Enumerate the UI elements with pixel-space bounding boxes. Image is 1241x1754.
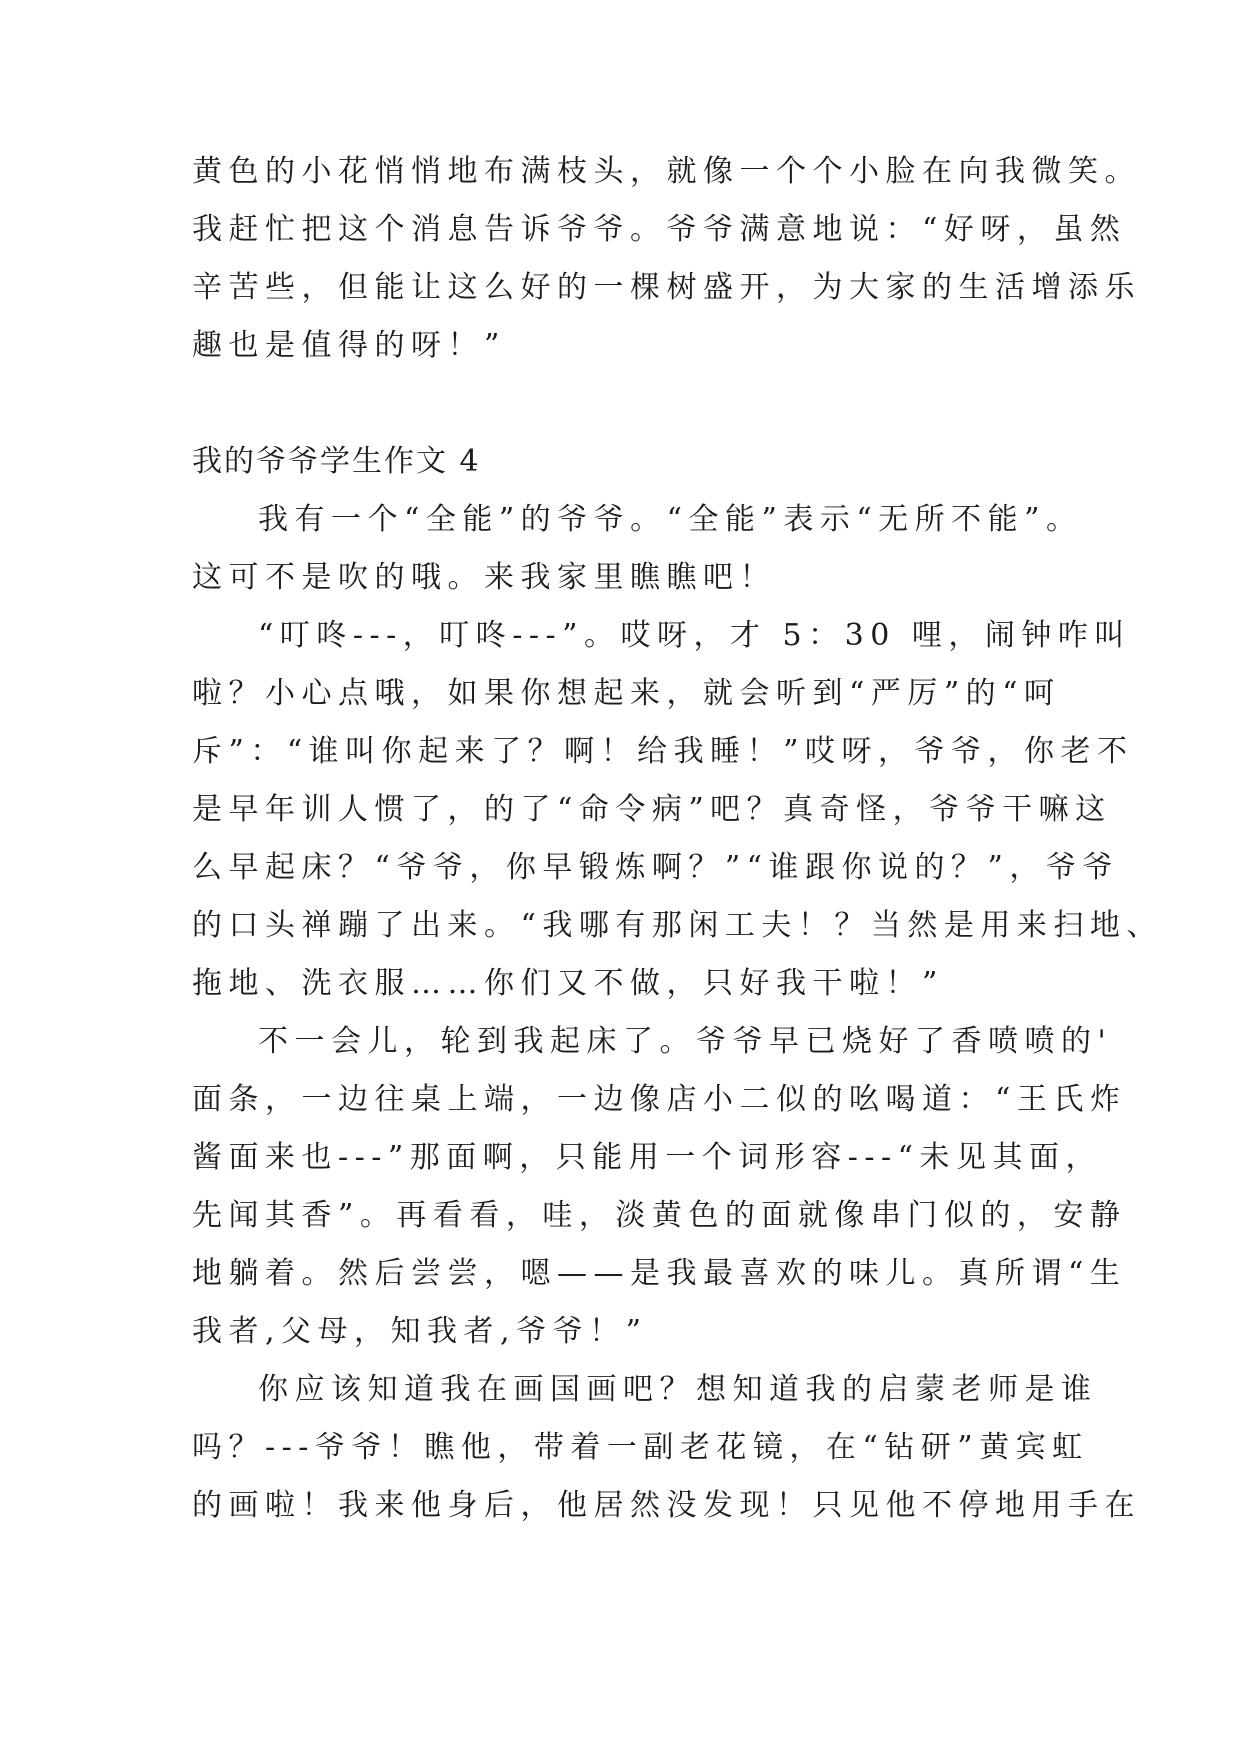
text-line: 吗？---爷爷！瞧他，带着一副老花镜，在“钻研”黄宾虹 [192, 1430, 1089, 1465]
text-line: 先闻其香”。再看看，哇，淡黄色的面就像串门似的，安静 [192, 1198, 1127, 1233]
text-line: 辛苦些，但能让这么好的一棵树盛开，为大家的生活增添乐 [192, 270, 1141, 305]
text-line: 啦？小心点哦，如果你想起来，就会听到“严厉”的“呵 [192, 676, 1061, 711]
section-heading: 我的爷爷学生作文 4 [192, 444, 481, 479]
text-line: 我赶忙把这个消息告诉爷爷。爷爷满意地说：“好呀，虽然 [192, 212, 1127, 247]
text-line: 的口头禅蹦了出来。“我哪有那闲工夫！？当然是用来扫地、 [192, 908, 1163, 943]
text-line: 拖地、洗衣服……你们又不做，只好我干啦！” [192, 966, 944, 1001]
text-line: 的画啦！我来他身后，他居然没发现！只见他不停地用手在 [192, 1488, 1141, 1523]
text-line: 酱面来也---”那面啊，只能用一个词形容---“未见其面， [192, 1140, 1102, 1175]
text-line: “叮咚---，叮咚---”。哎呀，才 5：30 哩，闹钟咋叫 [258, 618, 1131, 653]
text-line: 你应该知道我在画国画吧？想知道我的启蒙老师是谁 [258, 1372, 1098, 1407]
text-line: 么早起床？“爷爷，你早锻炼啊？”“谁跟你说的？”，爷爷 [192, 850, 1119, 885]
text-line: 我者,父母，知我者,爷爷！” [192, 1314, 648, 1349]
text-line: 不一会儿，轮到我起床了。爷爷早已烧好了香喷喷的' [258, 1024, 1113, 1059]
text-line: 这可不是吹的哦。来我家里瞧瞧吧！ [192, 560, 776, 595]
text-line: 我有一个“全能”的爷爷。“全能”表示“无所不能”。 [258, 502, 1083, 537]
text-line: 斥”：“谁叫你起来了？啊！给我睡！”哎呀，爷爷，你老不 [192, 734, 1134, 769]
text-line: 趣也是值得的呀！” [192, 328, 506, 363]
text-line: 黄色的小花悄悄地布满枝头，就像一个个小脸在向我微笑。 [192, 154, 1141, 189]
text-line: 地躺着。然后尝尝，嗯——是我最喜欢的味儿。真所谓“生 [192, 1256, 1127, 1291]
text-line: 面条，一边往桌上端，一边像店小二似的吆喝道：“王氏炸 [192, 1082, 1127, 1117]
text-line: 是早年训人惯了，的了“命令病”吧？真奇怪，爷爷干嘛这 [192, 792, 1112, 827]
